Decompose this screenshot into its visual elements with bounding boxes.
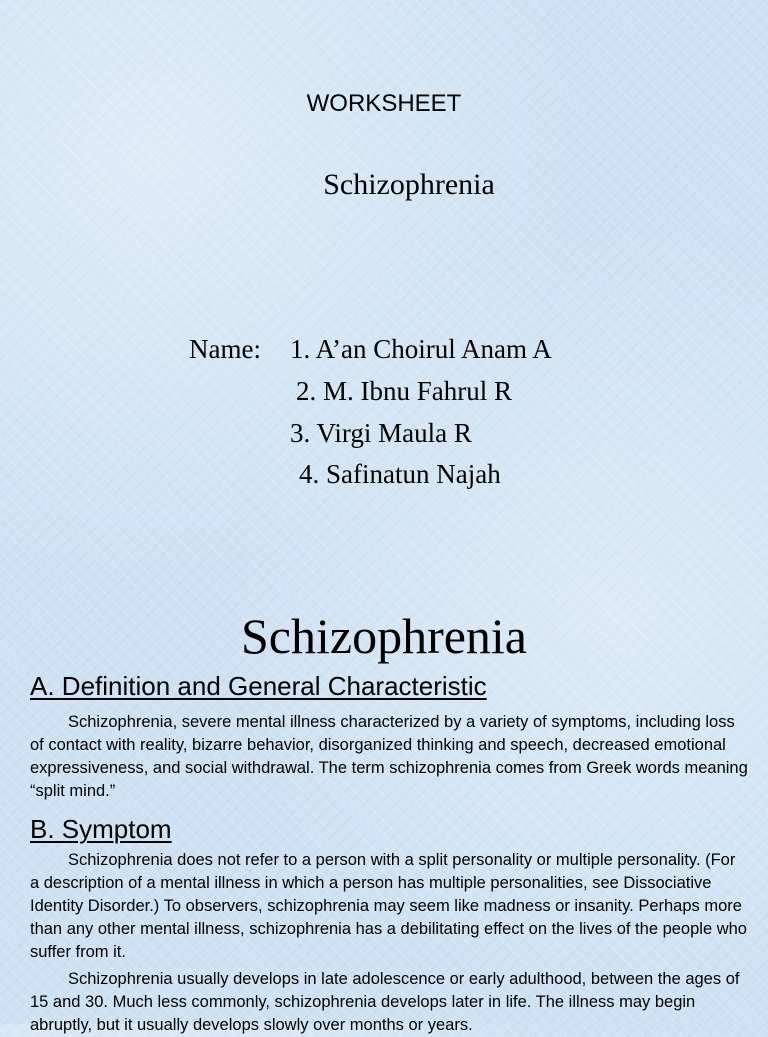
member-name-3: 3. Virgi Maula R xyxy=(290,418,472,448)
symptom-paragraph-2: Schizophrenia usually develops in late adolescence or early adulthood, between the ages of 15 and 30. Much less commonly, schizophrenia develops later in life. The illness may begin abruptly, but it usually develops slowly over months or years. xyxy=(30,970,740,1034)
worksheet-label: WORKSHEET xyxy=(306,90,462,117)
cover-title: Schizophrenia xyxy=(323,168,495,201)
section-heading-symptom: B. Symptom xyxy=(30,814,172,844)
names-label: Name: xyxy=(189,334,261,364)
section-heading-definition: A. Definition and General Characteristic xyxy=(30,671,487,701)
symptom-paragraph-1: Schizophrenia does not refer to a person with a split personality or multiple personality. (For a description of a mental illness in which a person has multiple personalities, see Dissociative Identity Disorder.) To observers, schizophrenia may seem like madness or insanity. Perhaps more than any other mental illness, schizophrenia has a debilitating effect on the lives of the people who suffer from it. xyxy=(30,851,747,961)
member-name-4: 4. Safinatun Najah xyxy=(299,459,501,489)
document-title: Schizophrenia xyxy=(240,608,527,664)
member-name-2: 2. M. Ibnu Fahrul R xyxy=(296,376,512,406)
definition-paragraph: Schizophrenia, severe mental illness characterized by a variety of symptoms, including loss of contact with reality, bizarre behavior, disorganized thinking and speech, decreased emotional expressiveness, and social withdrawal. The term schizophrenia comes from Greek words meaning “split mind.” xyxy=(30,713,748,800)
member-name-1: 1. A’an Choirul Anam A xyxy=(290,334,552,364)
